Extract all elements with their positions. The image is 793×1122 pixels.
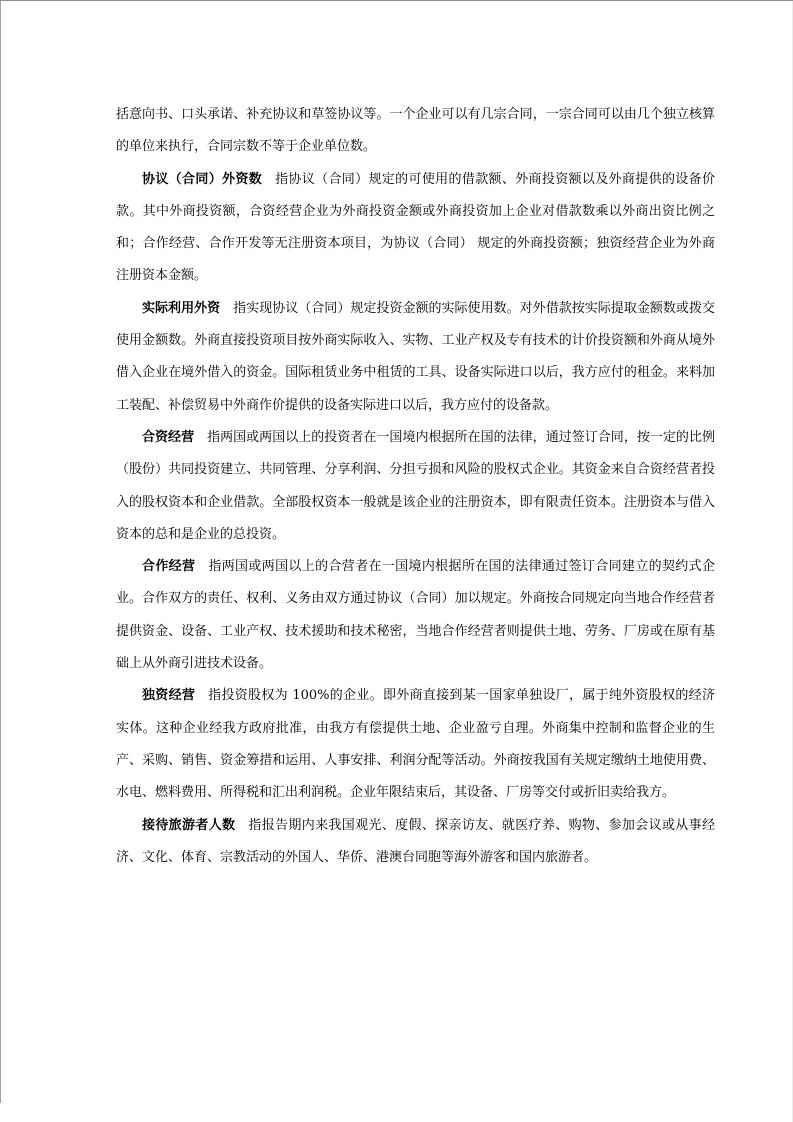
definition-term: 合作经营 bbox=[142, 559, 196, 575]
definition-term: 协议（合同）外资数 bbox=[142, 171, 263, 187]
definition-term: 接待旅游者人数 bbox=[142, 817, 236, 833]
paragraph bbox=[116, 810, 715, 875]
paragraph bbox=[116, 551, 715, 680]
page-left-edge-line bbox=[0, 1, 1, 1103]
definition-term: 实际利用外资 bbox=[142, 300, 221, 316]
paragraph bbox=[116, 293, 715, 422]
definition-text: 指两国或两国以上的合营者在一国境内根据所在国的法律通过签订合同建立的契约式企业。合作双方的责任、权利、义务由双方通过协议（合同）加以规定。外商按合同规定向当地合作经营者提供资金、设备、工业产权、技术援助和技术秘密，当地合作经营者则提供土地、劳务、厂房或在原有基础上从外商引进技术设备。 bbox=[116, 559, 715, 672]
definition-term: 合资经营 bbox=[142, 429, 195, 445]
document-body bbox=[0, 1, 793, 874]
definition-term: 独资经营 bbox=[142, 688, 196, 704]
definition-text: 指实现协议（合同）规定投资金额的实际使用数。对外借款按实际提取金额数或拨交使用金额数。外商直接投资项目按外商实际收入、实物、工业产权及专有技术的计价投资额和外商从境外借入企业在境外借入的资金。国际租赁业务中租赁的工具、设备实际进口以后，我方应付的租金。来料加工装配、补偿贸易中外商作价提供的设备实际进口以后，我方应付的设备款。 bbox=[116, 300, 715, 413]
paragraph bbox=[116, 422, 715, 551]
definition-text: 指投资股权为 100%的企业。即外商直接到某一国家单独设厂，属于纯外资股权的经济实体。这种企业经我方政府批准，由我方有偿提供土地、企业盈亏自理。外商集中控制和监督企业的生产、采购、销售、资金筹措和运用、人事安排、利润分配等活动。外商按我国有关规定缴纳土地使用费、水电、燃料费用、所得税和汇出利润税。企业年限结束后，其设备、厂房等交付或折旧卖给我方。 bbox=[116, 688, 715, 801]
paragraph bbox=[116, 680, 715, 809]
paragraph bbox=[116, 99, 715, 164]
paragraph bbox=[116, 164, 715, 293]
paragraph-text: 括意向书、口头承诺、补充协议和草签协议等。一个企业可以有几宗合同，一宗合同可以由几个独立核算的单位来执行，合同宗数不等于企业单位数。 bbox=[116, 107, 715, 155]
definition-text: 指两国或两国以上的投资者在一国境内根据所在国的法律，通过签订合同，按一定的比例（股份）共同投资建立、共同管理、分享利润、分担亏损和风险的股权式企业。其资金来自合资经营者投入的股权资本和企业借款。全部股权资本一般就是该企业的注册资本，即有限责任资本。注册资本与借入资本的总和是企业的总投资。 bbox=[116, 429, 715, 542]
definition-text: 指报告期内来我国观光、度假、探亲访友、就医疗养、购物、参加会议或从事经济、文化、体育、宗教活动的外国人、华侨、港澳台同胞等海外游客和国内旅游者。 bbox=[116, 817, 715, 865]
definition-text: 指协议（合同）规定的可使用的借款额、外商投资额以及外商提供的设备价款。其中外商投资额，合资经营企业为外商投资金额或外商投资加上企业对借款数乘以外商出资比例之和；合作经营、合作开发等无注册资本项目，为协议（合同） 规定的外商投资额；独资经营企业为外商注册资本金额。 bbox=[116, 171, 715, 284]
